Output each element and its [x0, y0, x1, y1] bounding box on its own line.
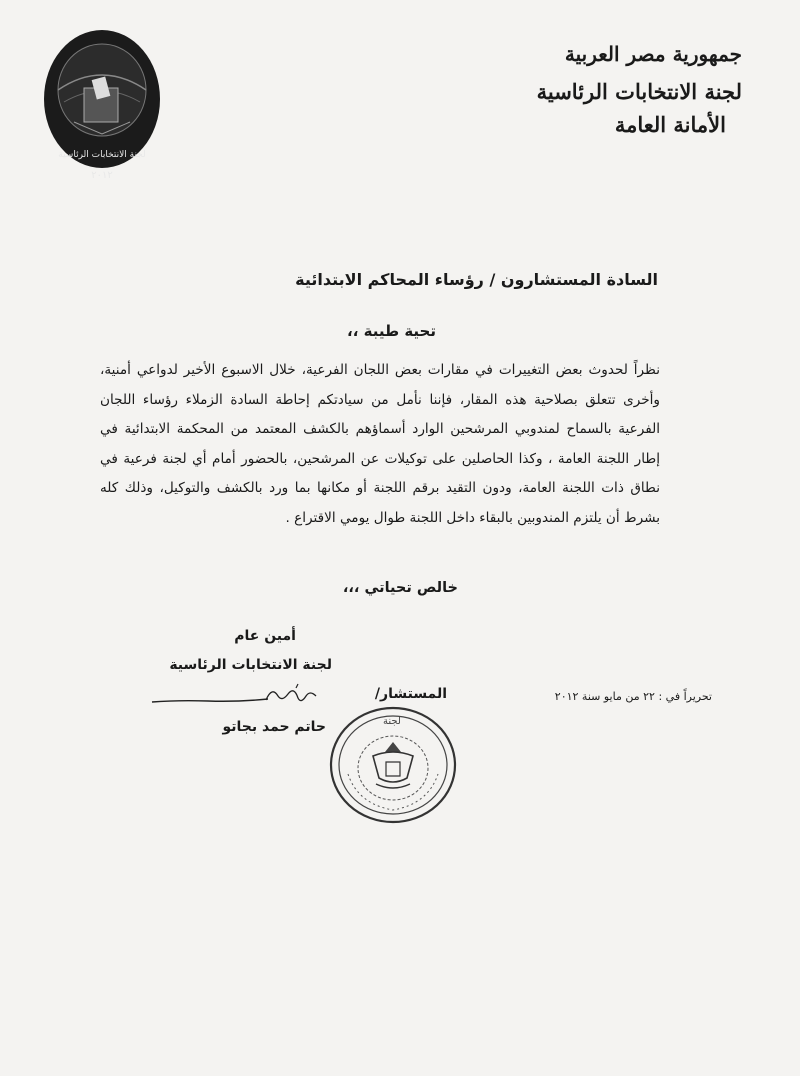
header-committee: لجنة الانتخابات الرئاسية [536, 79, 742, 104]
signature-name: حاتم حمد بجاتو [222, 719, 326, 735]
date-line: تحريراً في : ٢٢ من مايو سنة ٢٠١٢ [554, 690, 712, 703]
closing: خالص تحياتي ،،، [342, 580, 458, 596]
signature-organization: لجنة الانتخابات الرئاسية [169, 657, 332, 673]
signature-rank: المستشار/ [374, 686, 447, 702]
ballot-box-icon [44, 30, 160, 168]
logo-year: ٢٠١٢ [91, 170, 113, 181]
logo-name: لجنة الانتخابات الرئاسية [58, 150, 146, 160]
addressee: السادة المستشارون / رؤساء المحاكم الابتدائية [295, 270, 658, 289]
header-secretariat: الأمانة العامة [614, 112, 726, 137]
logo [44, 30, 160, 181]
greeting: تحية طيبة ،، [347, 322, 436, 340]
letter-body: نظراً لحدوث بعض التغييرات في مقارات بعض اللجان الفرعية، خلال الاسبوع الأخير لدواعي أمنية، وأخرى تتعلق بصلاحية هذه المقار، فإننا نأمل من سيادتكم إحاطة السادة الزملاء رؤساء اللجان الفرعية بالسماح لمندوبي المرشحين الوارد أسماؤهم بالكشف المعتمد من المحكمة الابتدائية في إطار اللجنة العامة ، وكذا الحاصلين على توكيلات عن المرشحين، بالحضور أمام أي لجنة فرعية في نطاق ذات اللجنة العامة، ودون التقيد برقم اللجنة أو مكانها بما ورد بالكشف والتوكيل، وذلك كله بشرط أن يلتزم المندوبين بالبقاء داخل اللجنة طوال يومي الاقتراع . [100, 362, 660, 526]
header-country: جمهورية مصر العربية [564, 42, 742, 66]
signature-title: أمين عام [234, 628, 296, 644]
seal-label: لجنة [383, 716, 401, 727]
